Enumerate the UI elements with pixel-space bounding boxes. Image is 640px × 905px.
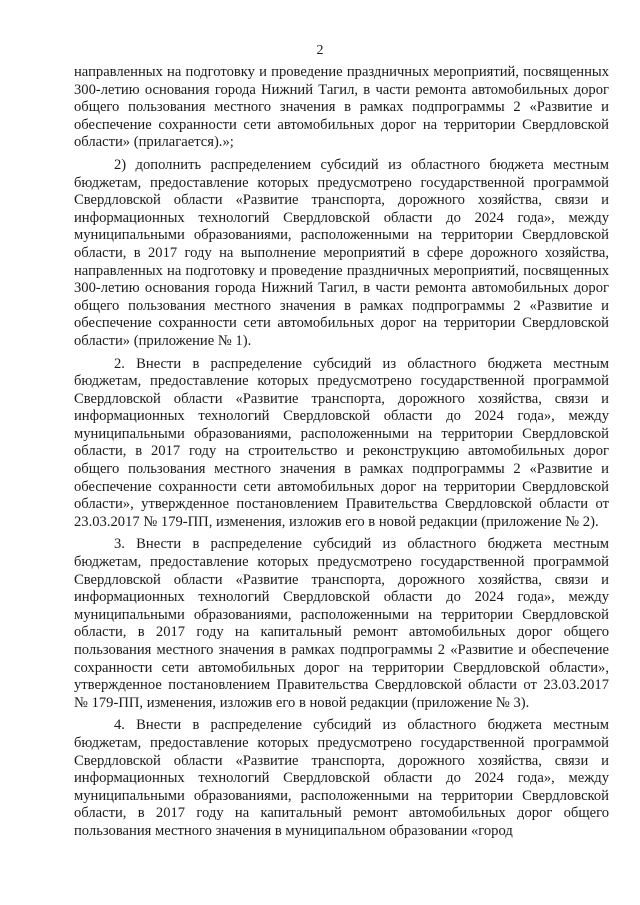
page-number: 2 [316, 43, 324, 58]
paragraph-section-3: 3. Внести в распределение субсидий из областного бюджета местным бюджетам, предоставление которых предусмотрено государственной программой Свердловской области «Развитие транспорта, дорожного хозяйства, связи и информационных технологий Свердловской области до 2024 года», между муниципальными образованиями, расположенными на территории Свердловской области, в 2017 году на капитальный ремонт автомобильных дорог общего пользования местного значения в рамках подпрограммы 2 «Развитие и обеспечение сохранности сети автомобильных дорог на территории Свердловской области», утвержденное постановлением Правительства Свердловской области от 23.03.2017 № 179-ПП, изменения, изложив его в новой редакции (приложение № 3). [74, 536, 609, 711]
paragraph-item-2: 2) дополнить распределением субсидий из областного бюджета местным бюджетам, предоставление которых предусмотрено государственной программой Свердловской области «Развитие транспорта, дорожного хозяйства, связи и информационных технологий Свердловской области до 2024 года», между муниципальными образованиями, расположенными на территории Свердловской области, в 2017 году на выполнение мероприятий в сфере дорожного хозяйства, направленных на подготовку и проведение праздничных мероприятий, посвященных 300-летию основания города Нижний Тагил, в части ремонта автомобильных дорог общего пользования местного значения в рамках подпрограммы 2 «Развитие и обеспечение сохранности сети автомобильных дорог на территории Свердловской области» (приложение № 1). [74, 156, 609, 349]
paragraph-section-4: 4. Внести в распределение субсидий из областного бюджета местным бюджетам, предоставление которых предусмотрено государственной программой Свердловской области «Развитие транспорта, дорожного хозяйства, связи и информационных технологий Свердловской области до 2024 года», между муниципальными образованиями, расположенными на территории Свердловской области, в 2017 году на капитальный ремонт автомобильных дорог общего пользования местного значения в муниципальном образовании «город [74, 717, 609, 839]
paragraph-section-2: 2. Внести в распределение субсидий из областного бюджета местным бюджетам, предоставление которых предусмотрено государственной программой Свердловской области «Развитие транспорта, дорожного хозяйства, связи и информационных технологий Свердловской области до 2024 года», между муниципальными образованиями, расположенными на территории Свердловской области, в 2017 году на строительство и реконструкцию автомобильных дорог общего пользования местного значения в рамках подпрограммы 2 «Развитие и обеспечение сохранности сети автомобильных дорог на территории Свердловской области», утвержденное постановлением Правительства Свердловской области от 23.03.2017 № 179-ПП, изменения, изложив его в новой редакции (приложение № 2). [74, 355, 609, 530]
paragraph-continuation: направленных на подготовку и проведение праздничных мероприятий, посвященных 300-летию основания города Нижний Тагил, в части ремонта автомобильных дорог общего пользования местного значения в рамках подпрограммы 2 «Развитие и обеспечение сохранности сети автомобильных дорог на территории Свердловской области» (прилагается).»; [74, 64, 609, 151]
document-body [74, 64, 609, 846]
